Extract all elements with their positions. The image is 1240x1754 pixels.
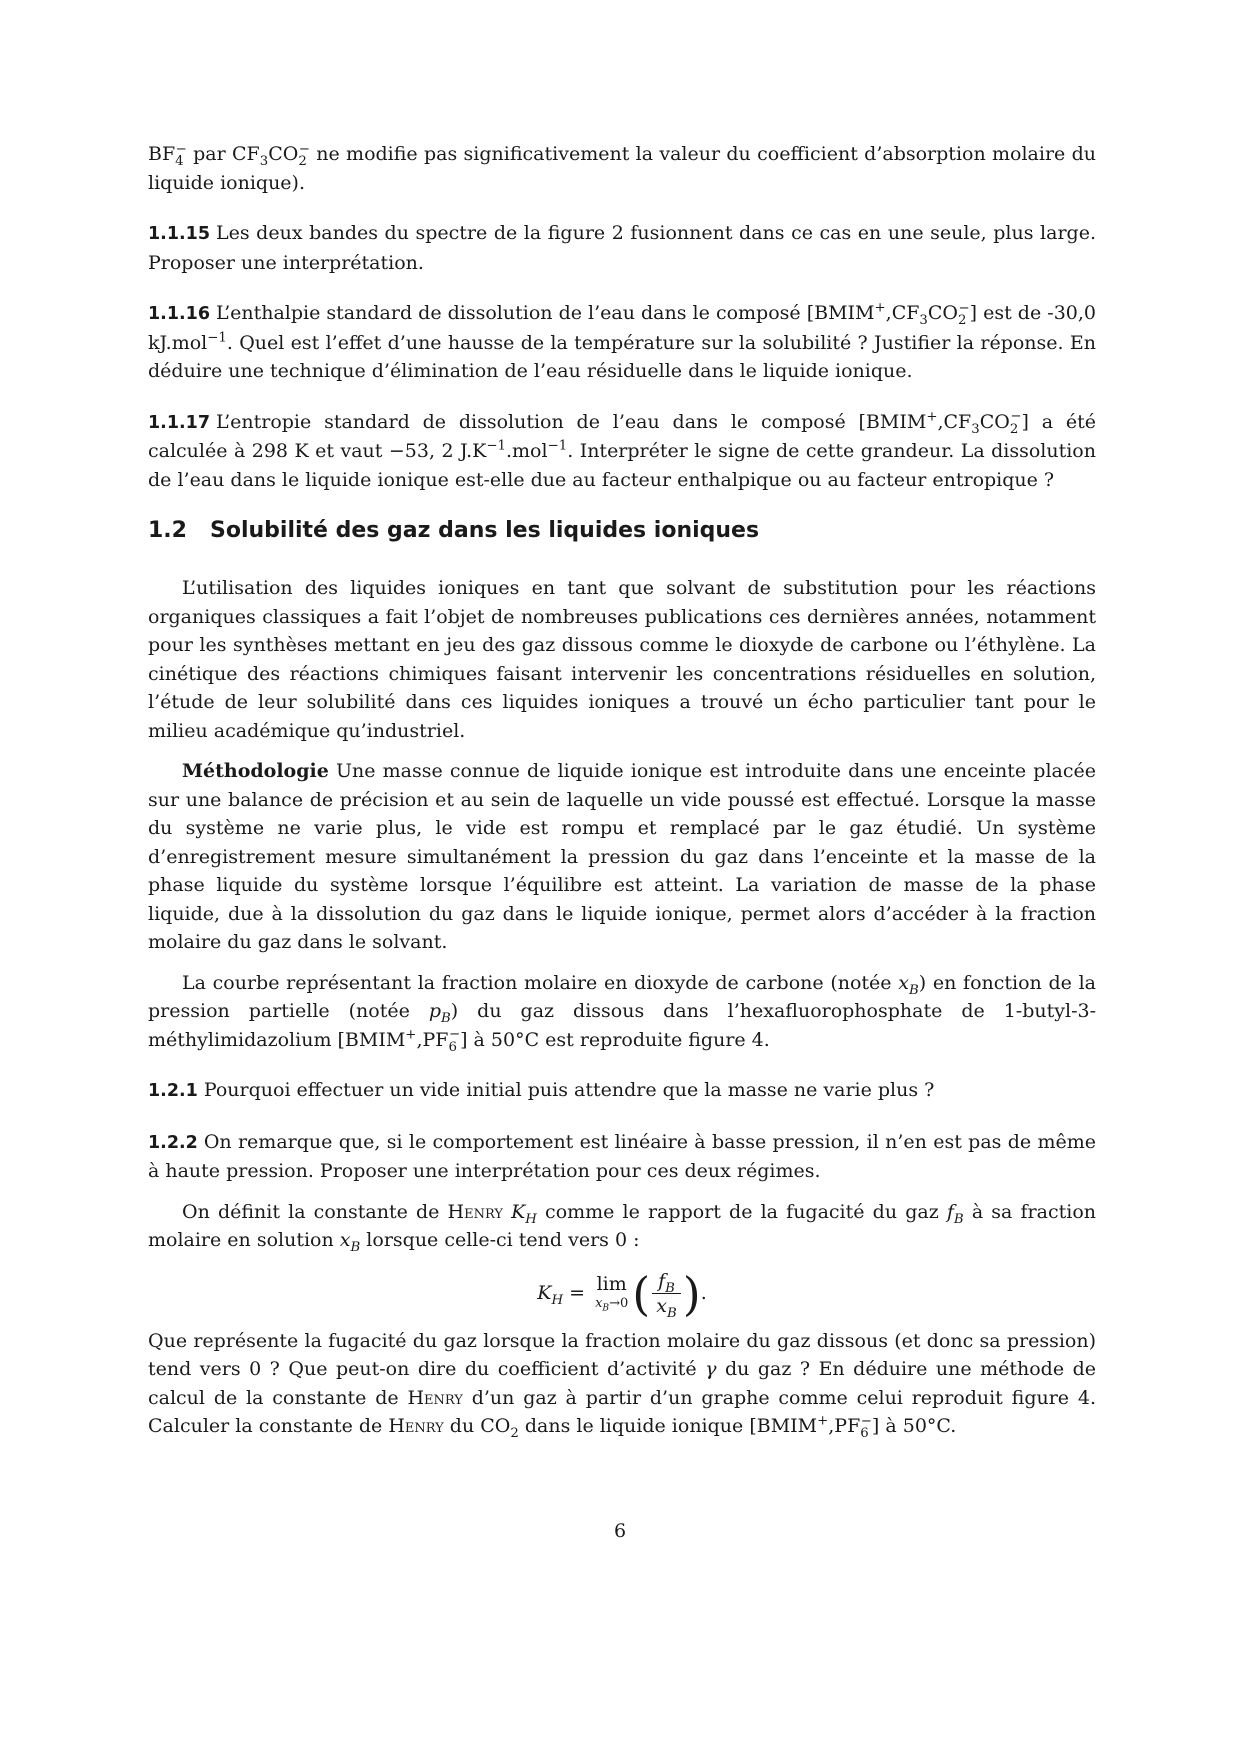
final-paragraph: Que représente la fugacité du gaz lorsque la fraction molaire du gaz dissous (et donc sa pression) tend vers 0 ? Que peut-on dire du coefficient d’activité γ du gaz ? En déduire une méthode de calcul de la constante de Henry d’un gaz à partir d’un graphe comme celui reproduit figure 4. Calculer la constante de Henry du $CO_2$ dans le liquide ionique $[BMIM^+,PF_6^-]$ à 50°C. bbox=[148, 1329, 1096, 1441]
henry-equation: $K_H = \lim$ $x_B\to 0$ ( $\frac{f_B}{x_B}$ ). bbox=[537, 1266, 707, 1321]
fragment-top: $BF_4^-$ par $CF_3CO_2^-$ ne modifie pas significativement la valeur du coefficient d’absorption molaire du liquide ionique). bbox=[148, 141, 1096, 194]
question-number: 1.1.17 bbox=[148, 412, 211, 433]
page-number: 6 bbox=[613, 1520, 627, 1542]
question-1-2-2: 1.2.2 On remarque que, si le comportement est linéaire à basse pression, il n’en est pas de même à haute pression. Proposer une interprétation pour ces deux régimes. bbox=[148, 1130, 1096, 1182]
section-heading: 1.2 Solubilité des gaz dans les liquides ioniques bbox=[148, 518, 760, 543]
question-1-1-16: 1.1.16 L’enthalpie standard de dissolution de l’eau dans le composé $[BMIM^+,CF_3CO_2^-]$ est de -30,0 kJ.mol$^{-1}$. Quel est l’effet d’une hausse de la température sur la solubilité ? Justifier la réponse. En déduire une technique d’élimination de l’eau résiduelle dans le liquide ionique. bbox=[148, 300, 1096, 382]
question-number: 1.2.1 bbox=[148, 1081, 198, 1101]
question-1-2-1: 1.2.1 Pourquoi effectuer un vide initial puis attendre que la masse ne varie plus ? bbox=[148, 1079, 935, 1101]
question-number: 1.1.15 bbox=[148, 224, 211, 244]
question-number: 1.1.16 bbox=[148, 304, 211, 324]
methodology-paragraph: Méthodologie Une masse connue de liquide ionique est introduite dans une enceinte placée sur une balance de précision et au sein de laquelle un vide poussé est effectué. Lorsque la masse du système ne varie plus, le vide est rompu et remplacé par le gaz étudié. Un système d’enregistrement mesure simultanément la pression du gaz dans l’enceinte et la masse de la phase liquide du système lorsque l’équilibre est atteint. La variation de masse de la phase liquide, due à la dissolution du gaz dans le liquide ionique, permet alors d’accéder à la fraction molaire du gaz dans le solvant. bbox=[148, 760, 1097, 953]
question-1-1-15: 1.1.15 Les deux bandes du spectre de la figure 2 fusionnent dans ce cas en une seule, plus large. Proposer une interprétation. bbox=[148, 222, 1096, 274]
curve-paragraph: La courbe représentant la fraction molaire en dioxyde de carbone (notée $x_B$) en fonction de la pression partielle (notée $p_B$) du gaz dissous dans l’hexafluorophosphate de 1-butyl-3-méthylimidazolium $[BMIM^+,PF_6^-]$ à 50°C est reproduite figure 4. bbox=[148, 971, 1096, 1055]
question-number: 1.2.2 bbox=[148, 1132, 198, 1153]
intro-paragraph: L’utilisation des liquides ioniques en tant que solvant de substitution pour les réactions organiques classiques a fait l’objet de nombreuses publications ces dernières années, notamment pour les synthèses mettant en jeu des gaz dissous comme le dioxyde de carbone ou l’éthylène. La cinétique des réactions chimiques faisant intervenir les concentrations résiduelles en solution, l’étude de leur solubilité dans ces liquides ioniques a trouvé un écho particulier tant pour le milieu académique qu’industriel. bbox=[148, 577, 1096, 742]
methodology-label: Méthodologie bbox=[182, 760, 329, 782]
henry-definition: On définit la constante de Henry $K_H$ comme le rapport de la fugacité du gaz $f_B$ à sa fraction molaire en solution $x_B$ lorsque celle-ci tend vers 0 : bbox=[148, 1200, 1097, 1255]
question-1-1-17: 1.1.17 L’entropie standard de dissolution de l’eau dans le composé $[BMIM^+,CF_3CO_2^-]$ a été calculée à 298 K et vaut −53, 2 $J.K^{-1}.mol^{-1}$. Interpréter le signe de cette grandeur. La dissolution de l’eau dans le liquide ionique est-elle due au facteur enthalpique ou au facteur entropique ? bbox=[148, 409, 1096, 491]
document-body bbox=[148, 140, 1096, 1441]
